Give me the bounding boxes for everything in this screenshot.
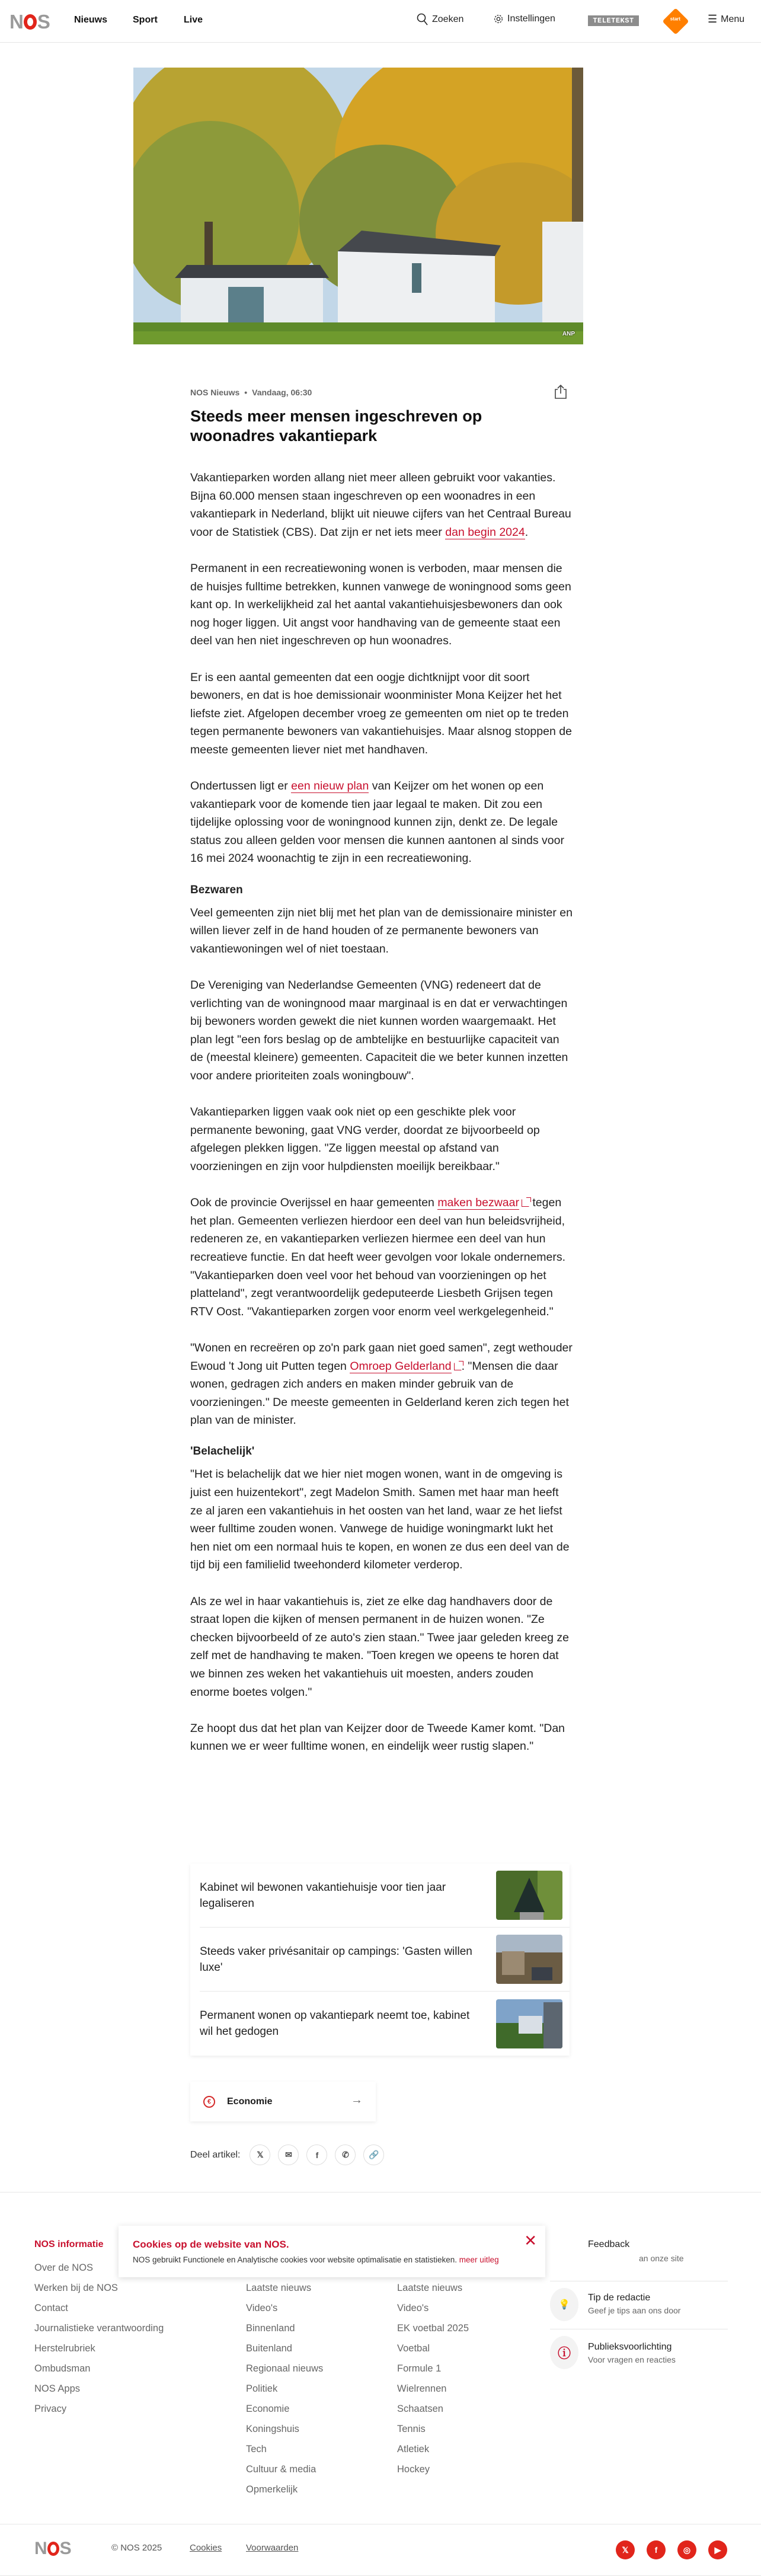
text-segment: van Keijzer om het wonen op een vakantiepark voor de komende tien jaar legaal te maken. Dit zou een tijdelijke oplossing voor de woningnood kunnen zijn, denkt ze. De legale status zou alleen gelden voor mensen die kunnen aantonen al sinds voor 16 mei 2024 woonachtig te zijn in een recreatiewoning. [190, 779, 564, 865]
facebook-icon: f [654, 2545, 658, 2555]
nav-nieuws[interactable]: Nieuws [74, 15, 108, 25]
footer-link[interactable]: Politiek [246, 2383, 278, 2394]
cookie-title: Cookies op de website van NOS. [133, 2239, 289, 2250]
nav-sport[interactable]: Sport [133, 15, 158, 25]
feedback-subtitle: an onze site [639, 2254, 684, 2263]
whatsapp-icon: ✆ [342, 2150, 349, 2159]
close-icon[interactable]: ✕ [524, 2232, 537, 2249]
category-label: Economie [227, 2096, 273, 2107]
logo-o [24, 14, 37, 30]
whatsapp-share-button[interactable] [335, 2144, 356, 2165]
article-title: Steeds meer mensen ingeschreven op woonadres vakantiepark [190, 407, 482, 445]
cookies-link[interactable]: Cookies [190, 2543, 222, 2553]
nav-live[interactable]: Live [184, 15, 203, 25]
hero-image [133, 68, 583, 344]
footer-link[interactable]: Tech [246, 2444, 267, 2454]
related-article-thumbnail [496, 1871, 562, 1920]
related-articles [190, 1864, 570, 2056]
footer-sport-links [397, 2282, 469, 2484]
article-date: Vandaag, 06:30 [252, 388, 312, 397]
share-article-bar [190, 2144, 392, 2165]
publieks-subtitle: Voor vragen en reacties [588, 2355, 676, 2364]
lightbulb-icon: 💡 [550, 2288, 578, 2321]
inline-link[interactable]: Omroep Gelderland [350, 1359, 452, 1373]
footer-link[interactable]: Video's [397, 2303, 429, 2313]
logo-n: N [34, 2539, 47, 2558]
footer-tip-redactie[interactable] [550, 2288, 727, 2323]
article-source: NOS Nieuws [190, 388, 240, 397]
footer-publieksvoorlichting[interactable] [550, 2336, 727, 2372]
external-link-icon [522, 1199, 529, 1207]
paragraph [190, 904, 573, 958]
info-icon: ⓘ [550, 2336, 578, 2369]
footer-link[interactable]: Opmerkelijk [246, 2484, 298, 2495]
cookie-banner [119, 2226, 545, 2277]
youtube-icon: ▶ [714, 2545, 721, 2555]
text-segment: tegen het plan. Gemeenten verliezen hierdoor een deel van hun beleidsvrijheid, redeneren ze, en vakantieparken verliezen hiermee een deel van hun recreatieve functie. En dat heeft weer gevolgen voor lokale ondernemers. "Vakantieparken doen veel voor het behoud van voorzieningen op het platteland", zegt verantwoordelijk gedeputeerde Liesbeth Grijsen tegen RTV Oost. "Vakantieparken zorgen voor enorm veel werkgelegenheid." [190, 1196, 566, 1318]
footer-link[interactable]: Schaatsen [397, 2404, 443, 2414]
link-share-button[interactable] [363, 2144, 384, 2165]
related-article[interactable] [200, 1928, 570, 1992]
text-segment: . "Mensen die daar wonen, gedragen zich anders en maken minder gebruik van de voorzieningen." De meeste gemeenten in Gelderland keren zich tegen het plan van de minister. [190, 1359, 569, 1427]
text-segment: "Het is belachelijk dat we hier niet mogen wonen, want in de omgeving is juist een huizentekort", zegt Madelon Smith. Samen met haar man heeft ze al jaren een vakantiehuis in het oosten van het land, waar ze het liefst weer fulltime zouden wonen. Vanwege de huidige woningmarkt lukt het hen niet om een normaal huis te kopen, en wonen ze dus een deel van de tijd bij een familielid tweehonderd kilometer verderop. [190, 1468, 570, 1572]
mail-share-button[interactable] [278, 2144, 299, 2165]
facebook-share-button[interactable] [306, 2144, 327, 2165]
footer-link[interactable]: Laatste nieuws [397, 2283, 463, 2293]
article-meta [190, 388, 312, 397]
related-article-title: Permanent wonen op vakantiepark neemt toe, kabinet wil het gedogen [200, 2009, 470, 2038]
settings-label: Instellingen [507, 14, 555, 24]
inline-link[interactable]: dan begin 2024 [445, 525, 525, 539]
footer-link[interactable]: Laatste nieuws [246, 2283, 312, 2293]
related-article-thumbnail [496, 1935, 562, 1984]
instagram-icon: ◎ [683, 2545, 691, 2555]
text-segment: Er is een aantal gemeenten dat een oogje dichtknijpt voor dit soort bewoners, en dat is hoe demissionair woonminister Mona Keijzer het het liefste ziet. Afgelopen december vroeg ze gemeenten om niet op te treden tegen permanente bewoners van vakantiehuisjes. Maar alsnog stoppen de meeste gemeenten liever niet met handhaven. [190, 670, 572, 756]
tip-title: Tip de redactie [588, 2293, 651, 2303]
facebook-social-link[interactable] [647, 2540, 666, 2559]
footer-link[interactable]: Regionaal nieuws [246, 2363, 324, 2374]
logo-s: S [37, 11, 50, 33]
euro-icon: € [203, 2096, 215, 2108]
paragraph [190, 1194, 573, 1321]
gear-icon [493, 13, 504, 25]
meta-separator: • [244, 388, 248, 397]
teletekst-link[interactable]: TELETEKST [588, 15, 639, 26]
text-segment: Vakantieparken worden allang niet meer alleen gebruikt voor vakanties. Bijna 60.000 mensen staan ingeschreven op een woonadres in een vakantiepark in Nederland, blijkt uit nieuwe cijfers van het Centraal Bureau voor de Statistiek (CBS). Dat zijn er net iets meer [190, 471, 571, 539]
footer-link[interactable]: Video's [246, 2303, 278, 2313]
x-social-link[interactable] [616, 2540, 635, 2559]
text-segment: Ze hoopt dus dat het plan van Keijzer door de Tweede Kamer komt. "Dan kunnen we er weer fulltime wonen, en eindelijk weer rustig slapen." [190, 1721, 565, 1753]
logo-n: N [9, 11, 23, 33]
paragraph [190, 976, 573, 1085]
photo-credit: ANP [562, 331, 575, 337]
paragraph [190, 1720, 573, 1756]
text-segment: 'Belachelijk' [190, 1445, 255, 1458]
share-icon [554, 384, 568, 399]
related-article[interactable] [200, 1992, 570, 2056]
text-segment: Ook de provincie Overijssel en haar gemeenten [190, 1196, 438, 1210]
copyright: © NOS 2025 [111, 2543, 162, 2553]
footer-link[interactable]: Werken bij de NOS [34, 2283, 118, 2293]
text-segment: . [525, 525, 529, 539]
cookie-text [133, 2255, 499, 2264]
search-button[interactable] [417, 13, 463, 26]
footer-link[interactable]: Herstelrubriek [34, 2343, 95, 2354]
nos-logo[interactable] [9, 11, 50, 33]
feedback-title: Feedback [588, 2239, 630, 2249]
mail-icon: ✉ [285, 2150, 292, 2159]
terms-link[interactable]: Voorwaarden [246, 2543, 299, 2553]
footer-link[interactable]: Privacy [34, 2404, 67, 2414]
arrow-right-icon: → [351, 2094, 363, 2107]
inline-link[interactable]: maken bezwaar [437, 1196, 519, 1210]
tip-subtitle: Geef je tips aan ons door [588, 2306, 681, 2315]
paragraph [190, 469, 573, 541]
footer-info-links [34, 2262, 164, 2423]
search-label: Zoeken [432, 14, 464, 24]
share-button[interactable] [554, 384, 568, 399]
footer-link[interactable]: Cultuur & media [246, 2464, 316, 2475]
paragraph [190, 560, 573, 650]
footer-link[interactable]: Contact [34, 2303, 68, 2313]
footer-link[interactable]: Binnenland [246, 2323, 295, 2334]
footer-link[interactable]: Hockey [397, 2464, 430, 2475]
share-label: Deel artikel: [190, 2149, 241, 2160]
inline-link[interactable]: een nieuw plan [291, 779, 369, 793]
youtube-social-link[interactable] [708, 2540, 727, 2559]
paragraph [190, 1593, 573, 1702]
text-segment: Veel gemeenten zijn niet blij met het plan van de demissionaire minister en willen liever zelf in de hand houden of ze permanente bewoners van vakantiewoningen wel of niet toestaan. [190, 906, 573, 955]
logo-s: S [59, 2539, 71, 2558]
footer-link[interactable]: Wielrennen [397, 2383, 447, 2394]
text-segment: De Vereniging van Nederlandse Gemeenten (VNG) redeneert dat de verlichting van de woningnood maar marginaal is en dat er verwachtingen bij bewoners worden gewekt die niet kunnen worden waargemaakt. Het plan legt "een fors beslag op de ambtelijke en bestuurlijke capaciteit van de (meestal kleinere) gemeenten. Capaciteit die we beter kunnen inzetten voor andere prioriteiten zoals woningbouw". [190, 979, 568, 1082]
npo-label: start [670, 16, 681, 22]
text-segment: Ondertussen ligt er [190, 779, 292, 793]
external-link-icon [454, 1363, 462, 1370]
x-icon: 𝕏 [257, 2150, 264, 2159]
related-article[interactable] [200, 1864, 570, 1928]
section-heading [190, 883, 573, 898]
footer-news-links [246, 2282, 323, 2504]
footer-link[interactable]: EK voetbal 2025 [397, 2323, 469, 2334]
footer-link[interactable]: Formule 1 [397, 2363, 442, 2374]
instagram-social-link[interactable] [677, 2540, 696, 2559]
cookie-more-link[interactable]: meer uitleg [459, 2255, 499, 2264]
footer-link[interactable]: Journalistieke verantwoording [34, 2323, 164, 2334]
footer-link[interactable]: Buitenland [246, 2343, 292, 2354]
paragraph [190, 1339, 573, 1430]
related-article-thumbnail [496, 1999, 562, 2048]
footer-link[interactable]: Economie [246, 2404, 290, 2414]
footer-link[interactable]: NOS Apps [34, 2383, 81, 2394]
related-article-title: Kabinet wil bewonen vakantiehuisje voor tien jaar legaliseren [200, 1881, 446, 1910]
footer-link[interactable]: Voetbal [397, 2343, 430, 2354]
logo-o [47, 2542, 59, 2556]
site-header [0, 0, 761, 43]
footer-info-heading: NOS informatie [34, 2239, 104, 2249]
search-icon [417, 13, 429, 26]
footer-link[interactable]: Tennis [397, 2424, 426, 2434]
footer-nos-logo[interactable] [34, 2539, 71, 2558]
x-icon: 𝕏 [622, 2545, 629, 2555]
text-segment: Als ze wel in haar vakantiehuis is, ziet ze elke dag handhavers door de straat lopen die kijken of mensen permanent in de huizen wonen. "Ze checken bijvoorbeeld of ze auto's zien staan." Twee jaar geleden kreeg ze zelf met de handhaving te maken. "Toen kregen we opeens te horen dat we binnen zes weken het vakantiehuis uit moesten, anders zouden enorme boetes volgen." [190, 1594, 570, 1699]
paragraph [190, 1103, 573, 1175]
footer-link[interactable]: Over de NOS [34, 2262, 94, 2273]
footer-link[interactable]: Atletiek [397, 2444, 430, 2454]
article-body [190, 469, 573, 1774]
footer-feedback[interactable] [550, 2229, 727, 2281]
menu-label: Menu [721, 14, 745, 24]
publieks-title: Publieksvoorlichting [588, 2342, 672, 2352]
footer-link[interactable]: Koningshuis [246, 2424, 299, 2434]
x-share-button[interactable] [250, 2144, 270, 2165]
paragraph [190, 1465, 573, 1574]
npo-start-link[interactable] [662, 8, 689, 34]
paragraph [190, 777, 573, 868]
category-economie-button[interactable] [190, 2082, 376, 2121]
section-heading [190, 1444, 573, 1459]
settings-button[interactable] [493, 13, 555, 25]
related-article-title: Steeds vaker privésanitair op campings: 'Gasten willen luxe' [200, 1945, 472, 1974]
text-segment: Permanent in een recreatiewoning wonen is verboden, maar mensen die de huisjes fulltime betrekken, kunnen vanwege de woningnood soms geen kant op. In werkelijkheid zal het aantal vakantiehuisjesbewoners dan ook nog hoger liggen. Uit angst voor handhaving van de gemeente staat een deel van hen niet ingeschreven op hun woonadres. [190, 561, 571, 648]
vacation-park-photo [133, 68, 583, 344]
cookie-text-body: NOS gebruikt Functionele en Analytische cookies voor website optimalisatie en statistieken. [133, 2255, 459, 2264]
footer-divider [0, 2192, 761, 2193]
text-segment: "Wonen en recreëren op zo'n park gaan niet goed samen", zegt wethouder Ewoud 't Jong uit Putten tegen [190, 1341, 573, 1373]
text-segment: Bezwaren [190, 883, 243, 896]
paragraph [190, 669, 573, 759]
hamburger-icon: ☰ [708, 13, 718, 25]
link-icon: 🔗 [369, 2150, 379, 2159]
menu-button[interactable] [708, 13, 744, 25]
footer-link[interactable]: Ombudsman [34, 2363, 91, 2374]
facebook-icon: f [315, 2150, 319, 2160]
text-segment: Vakantieparken liggen vaak ook niet op een geschikte plek voor permanente bewoning, gaat VNG verder, doordat ze bijvoorbeeld op afgelegen plekken liggen. "Ze liggen meestal op afstand van voorzieningen en zijn voor hulpdiensten moeilijk bereikbaar." [190, 1105, 540, 1173]
